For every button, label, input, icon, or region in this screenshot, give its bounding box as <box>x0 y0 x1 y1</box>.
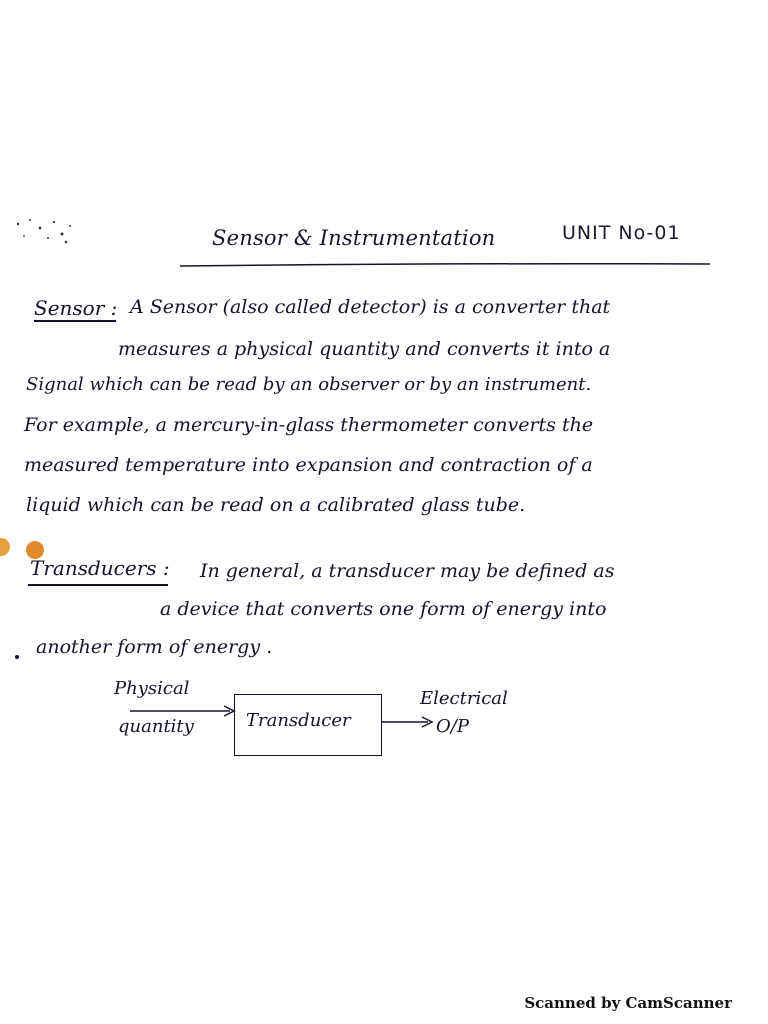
input-label-line2: quantity <box>118 716 194 737</box>
sensor-line-3: Signal which can be read by an observer or by an instrument. <box>26 374 592 395</box>
sensor-line-6: liquid which can be read on a calibrated glass tube. <box>26 494 526 516</box>
transducer-line-3: another form of energy . <box>36 636 273 658</box>
output-label-line2: O/P <box>436 716 469 737</box>
sensor-line-2: measures a physical quantity and converts it into a <box>118 338 611 360</box>
scanner-watermark: Scanned by CamScanner <box>524 994 732 1012</box>
unit-number: UNIT No-01 <box>562 222 681 244</box>
sensor-line-5: measured temperature into expansion and contraction of a <box>24 454 593 476</box>
output-label-line1: Electrical <box>420 688 508 709</box>
transducer-line-2: a device that converts one form of energy into <box>160 598 607 620</box>
sensor-line-1: A Sensor (also called detector) is a converter that <box>130 296 611 318</box>
input-arrow <box>130 704 236 718</box>
input-label-line1: Physical <box>114 678 190 699</box>
page-title: Sensor & Instrumentation <box>212 226 496 250</box>
sensor-line-4: For example, a mercury-in-glass thermometer converts the <box>24 414 594 436</box>
transducer-term: Transducers : <box>30 556 170 580</box>
output-arrow <box>382 715 434 729</box>
transducer-box-label: Transducer <box>246 710 351 731</box>
transducer-line-1: In general, a transducer may be defined as <box>200 560 615 582</box>
sensor-term: Sensor : <box>34 296 118 320</box>
